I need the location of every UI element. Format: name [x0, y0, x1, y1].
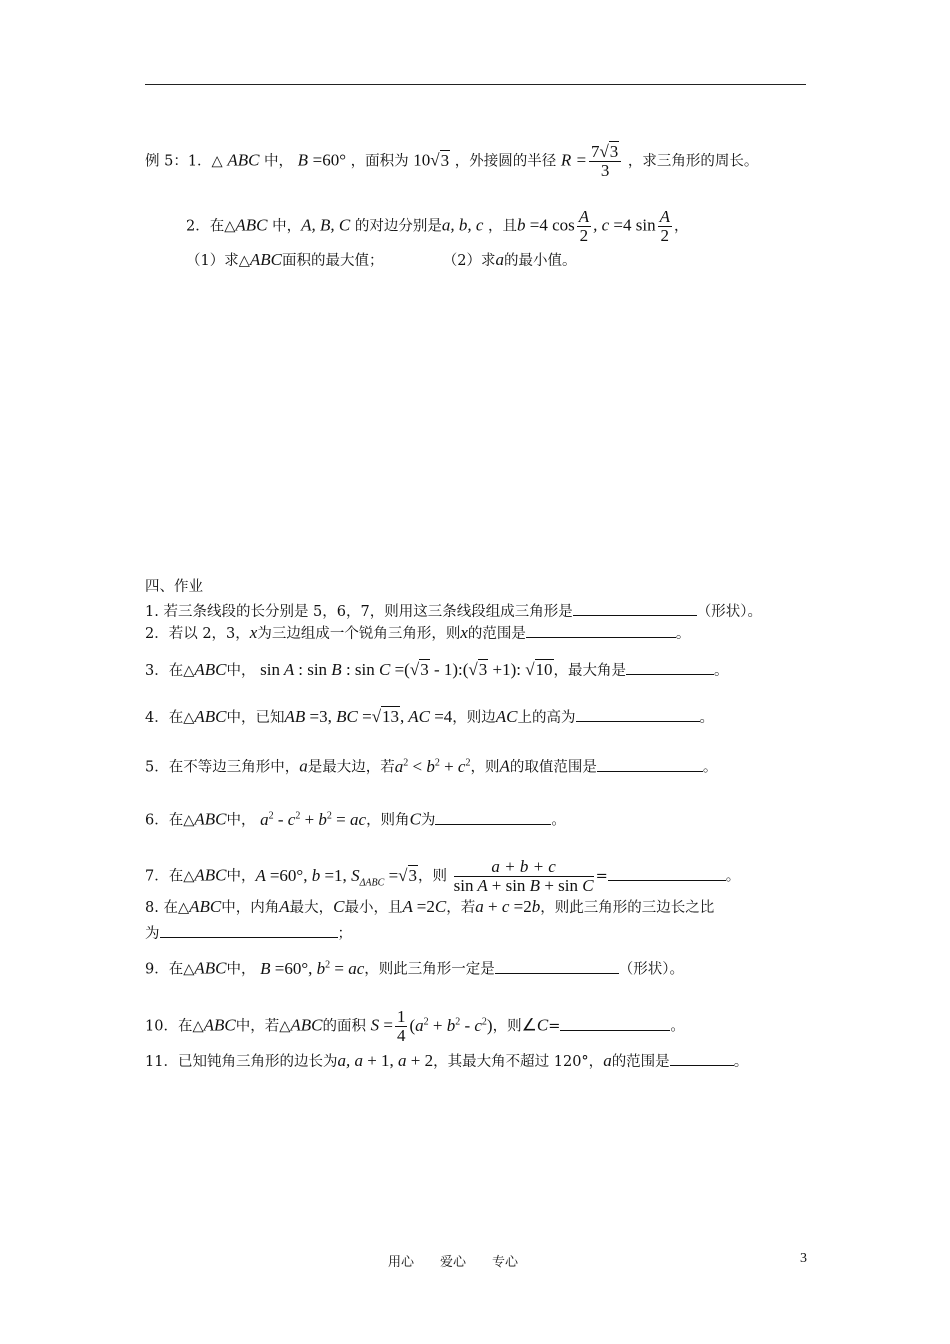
math-fraction: $\frac{A}{2}$ [659, 207, 670, 245]
text: 的取值范围是 [509, 759, 597, 776]
question-5 [145, 753, 717, 778]
text: 上的高为 [517, 710, 576, 726]
text: 为 [420, 812, 436, 829]
answer-blank[interactable] [626, 660, 714, 675]
question-2 [145, 623, 690, 644]
text: 4．在△ [145, 710, 195, 726]
text: 的最小值。 [503, 253, 577, 269]
math-angle-a: A [499, 756, 510, 776]
math-a: a [495, 250, 504, 269]
text: ，外接圆的半径 [454, 153, 557, 170]
text: ，则 [492, 1018, 522, 1035]
math-abc: ABC [194, 809, 227, 829]
math-sides-given: AB =3, BC =√13, AC =4 [284, 707, 453, 726]
math-angles: A, B, C [301, 215, 351, 235]
text: 9．在△ [145, 961, 195, 978]
math-area-expr: $(a^2 + b^2 - c^2)$ [409, 1015, 493, 1035]
math-x: x [460, 623, 468, 642]
question-8-cont [145, 923, 352, 944]
text: ； [337, 926, 352, 942]
math-sides: a, b, c [441, 215, 484, 235]
text: 中， [226, 868, 256, 885]
text: ，且 [487, 218, 517, 235]
answer-blank[interactable] [160, 923, 338, 938]
text: 11．已知钝角三角形的边长为 [145, 1054, 338, 1070]
math-equation: $a^2 - c^2 + b^2$ = ac [260, 809, 367, 829]
text: 。 [670, 1018, 685, 1035]
math-angle-c: C [333, 897, 345, 916]
math-abc: ABC [194, 958, 227, 978]
text: ，若 [446, 900, 476, 916]
text: 1. 若三条线段的长分别是 5，6，7，则用这三条线段组成三角形是 [145, 604, 573, 620]
answer-blank[interactable] [670, 1051, 734, 1066]
footer-text: 用心 爱心 专心 [388, 1255, 519, 1270]
question-1 [145, 601, 762, 622]
math-angle-a: A [279, 897, 290, 916]
text: 为三边组成一个锐角三角形，则 [257, 626, 461, 642]
text: 8. 在△ [145, 900, 190, 916]
math-a-eq-2c: A =2C [402, 897, 447, 916]
text: 。 [725, 868, 741, 885]
text: ，其最大角不超过 120°， [433, 1054, 604, 1070]
text: ，则 [418, 868, 447, 885]
text: ，则角 [366, 812, 410, 829]
text: ，最大角是 [553, 663, 627, 679]
text: 。 [551, 812, 566, 829]
math-x: x [249, 623, 258, 642]
text: 的范围是 [467, 626, 526, 642]
text: 最大， [289, 900, 334, 916]
text: 最小，且 [344, 900, 403, 916]
example5-line3 [186, 250, 576, 271]
math-a: a [603, 1051, 612, 1070]
text: 10．在△ [145, 1018, 204, 1035]
text: 中，已知 [226, 710, 285, 726]
math-fraction: $\frac{a + b + c}{\text{sin A + sin B + sin C}}$ [453, 857, 594, 895]
math-abc: ABC [194, 865, 227, 885]
homework-heading: 四、作业 [145, 579, 203, 595]
text: （形状）。 [618, 961, 685, 978]
answer-blank[interactable] [576, 707, 700, 722]
text: 7．在△ [145, 868, 195, 885]
answer-blank[interactable] [608, 866, 726, 881]
text: 6．在△ [145, 812, 195, 829]
answer-blank[interactable] [495, 959, 619, 974]
math-abc: ABC [194, 707, 227, 726]
question-4 [145, 707, 714, 728]
text: 中，内角 [221, 900, 280, 916]
answer-blank[interactable] [573, 601, 697, 616]
text: = [595, 868, 608, 885]
math-given: A =60°, b =1, $S_{\Delta ABC} =√3$ [255, 865, 417, 888]
text: ，则边 [452, 710, 496, 726]
math-radius: R = [560, 150, 587, 170]
text: 中， [272, 218, 302, 235]
question-6 [145, 806, 566, 831]
example5-label: 例 5：1．△ [145, 153, 223, 170]
math-ac: AC [495, 707, 518, 726]
text: 。 [675, 626, 691, 642]
math-b-eq: b =4 cos [516, 215, 575, 235]
question-8 [145, 897, 714, 918]
text: ，则此三角形的三边长之比 [540, 900, 715, 916]
question-10 [145, 1008, 685, 1045]
text: 中， [264, 153, 294, 170]
math-abc: ABC [227, 150, 260, 170]
text: 为 [145, 926, 160, 942]
text: 的面积 [322, 1018, 366, 1035]
math-given: B =60°, $b^2$ = ac [260, 958, 365, 978]
math-angle-b: B [297, 150, 309, 170]
math-abc: ABC [189, 897, 222, 916]
math-abc: ABC [290, 1015, 323, 1035]
math-a: a [299, 756, 308, 776]
math-area-formula: S = [370, 1015, 393, 1035]
math-sum: a + c =2b [475, 897, 541, 916]
math-c-eq: , c =4 sin [593, 215, 656, 235]
text: ，求三角形的周长。 [627, 153, 759, 170]
text: （1）求△ [186, 253, 250, 269]
question-11 [145, 1051, 748, 1072]
answer-blank[interactable] [560, 1016, 670, 1031]
text: 2．在△ [186, 218, 236, 235]
answer-blank[interactable] [435, 810, 551, 825]
math-angle-c: ∠C [521, 1015, 549, 1035]
text: ，则此三角形一定是 [364, 961, 495, 978]
question-3 [145, 660, 729, 681]
header-rule [145, 84, 806, 85]
math-fraction: $\frac{A}{2}$ [578, 207, 590, 245]
example5-line1: 例 5：1．△ ABC 中， B =60° ，面积为 10√3 ，外接圆的半径 R = $\frac{7√3}{3}$ ，求三角形的周长。 [145, 142, 759, 180]
text: 中， [226, 961, 256, 978]
math-abc: ABC [249, 250, 282, 269]
text: 是最大边，若 [307, 759, 395, 776]
text: 。 [702, 759, 718, 776]
text: （形状）。 [696, 604, 762, 620]
math-fraction: $\frac{7√3}{3}$ [589, 143, 621, 180]
answer-blank[interactable] [597, 757, 703, 772]
math-angle-c: C [409, 809, 421, 829]
math-sine-ratio: sin A : sin B : sin C =(√3 - 1):(√3 +1): √10 [260, 660, 553, 679]
math-inequality: $a^2 < b^2 + c^2$ [394, 756, 471, 776]
text: 面积的最大值； [282, 253, 384, 269]
math-abc: ABC [203, 1015, 236, 1035]
math-fraction: $\frac{1}{4}$ [396, 1007, 406, 1045]
text: 中， [226, 663, 256, 679]
text: 。 [733, 1054, 749, 1070]
text: 。 [699, 710, 715, 726]
answer-blank[interactable] [526, 623, 676, 638]
text: 中，若△ [235, 1018, 291, 1035]
text: （2）求 [442, 253, 496, 269]
text: 的范围是 [611, 1054, 670, 1070]
text: 中， [226, 812, 256, 829]
example5-line2: 2．在△ABC 中，A, B, C 的对边分别是a, b, c ，且b =4 cos $\frac{A}{2}$ , c =4 sin $\frac{A}{2}$ ， [186, 207, 689, 245]
text: 5．在不等边三角形中， [145, 759, 300, 776]
text: ，面积为 [350, 153, 409, 170]
text: ，则 [470, 759, 500, 776]
question-7 [145, 858, 740, 895]
math-abc: ABC [235, 215, 268, 235]
text: = [548, 1018, 561, 1035]
text: 3．在△ [145, 663, 195, 679]
question-9 [145, 955, 684, 980]
page-number: 3 [800, 1251, 807, 1266]
text: 2．若以 2，3， [145, 626, 250, 642]
math-abc: ABC [194, 660, 227, 679]
text: 的对边分别是 [354, 218, 442, 235]
math-area: 10√3 [413, 150, 450, 170]
math-sides: a, a + 1, a + 2 [337, 1051, 434, 1070]
text: 。 [714, 663, 729, 679]
